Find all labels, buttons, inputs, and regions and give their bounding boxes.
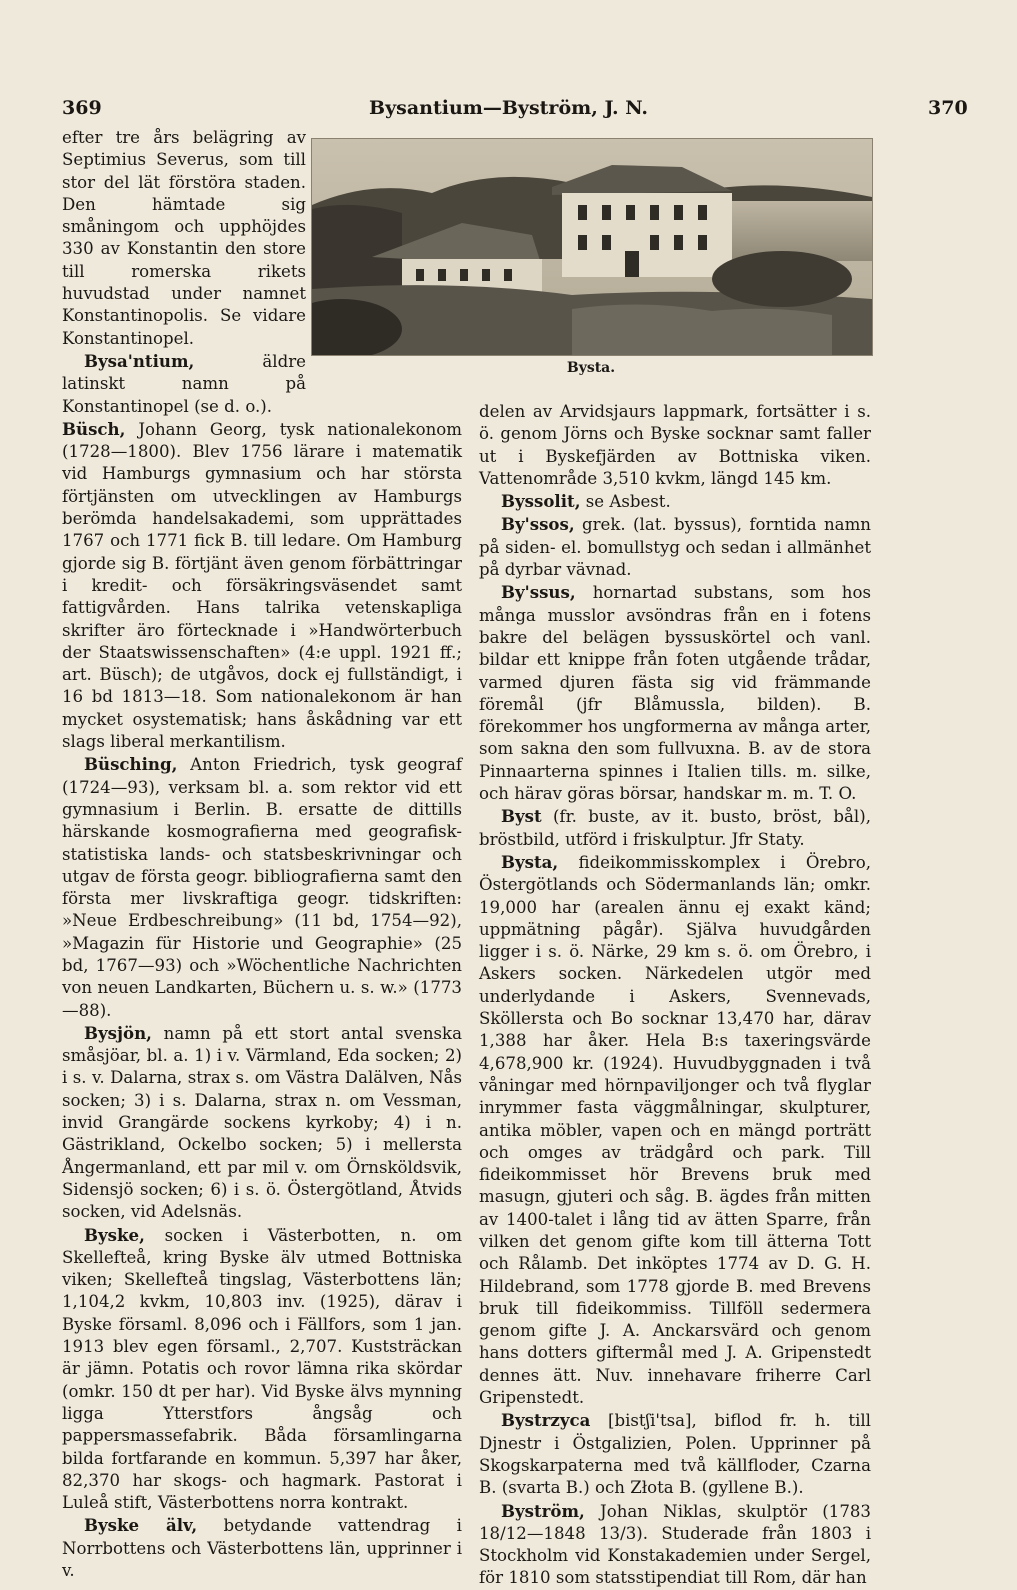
entry-bystrzyca	[479, 1409, 871, 1499]
entry-byske	[62, 1224, 462, 1515]
entry-headword: Bystrzyca	[501, 1410, 591, 1431]
entry-text: efter tre års belägring av Septimius Severus, som till stor del lät förstöra staden. Den hämtade sig småningom och upphöjdes 330 av Konstantin den store till romerska rikets huvudstad under namnet Konstantinopolis. Se vidare Konstantinopel.	[62, 128, 306, 348]
entry-text: se Asbest.	[580, 492, 671, 512]
entry-headword: By'ssus,	[501, 582, 576, 603]
entry-bysantium	[62, 350, 306, 418]
entry-text: namn på ett stort antal svenska småsjöar, bl. a. 1) i v. Värmland, Eda socken; 2) i s. v. Dalarna, strax s. om Västra Dalälven, Nås socken; 3) i s. Dalarna, strax n. om Vessman, invid Grangärde sockens kyrkoby; 4) i n. Gästrikland, Ockelbo socken; 5) i mellersta Ångermanland, ett par mil v. om Örnsköldsvik, Sidensjö socken; 6) i s. ö. Östergötland, Åtvids socken, vid Adelsnäs.	[62, 1023, 462, 1222]
entry-headword: Byst	[501, 806, 542, 827]
entry-byssos	[479, 513, 871, 581]
entry-busch	[62, 418, 462, 753]
entry-headword: Byström,	[501, 1500, 585, 1521]
entry-text: betydande vattendrag i Norrbottens och Västerbottens län, upprinner i v.	[62, 1516, 462, 1580]
running-head: Bysantium—Byström, J. N.	[369, 97, 648, 119]
entry-headword: Bysa'ntium,	[84, 350, 195, 371]
entry-headword: Byssolit,	[501, 491, 581, 512]
page-number-right: 370	[928, 97, 968, 119]
photo-caption: Bysta.	[566, 360, 616, 376]
entry-byssus	[479, 581, 871, 805]
entry-busching	[62, 753, 462, 1022]
entry-text: (fr. buste, av it. busto, bröst, bål), bröstbild, utförd i friskulptur. Jfr Staty.	[479, 807, 871, 849]
entry-headword: Büsching,	[84, 754, 178, 775]
entry-byssolit	[479, 490, 871, 513]
entry-byske-alv	[62, 1514, 462, 1582]
entry-text: socken i Västerbotten, n. om Skellefteå, kring Byske älv utmed Bottniska viken; Skellefteå tingslag, Västerbottens län; 1,104,2 kvkm, 10,803 inv. (1925), därav i Byske församl. 8,096 och i Fällfors, som 1 jan. 1913 blev egen församl., 2,707. Kuststräckan är jämn. Potatis och rovor lämna rika skördar (omkr. 150 dt per har). Vid Byske älvs mynning ligga Ytterstfors ångsåg och pappersmassefabrik. Båda församlingarna bilda fortfarande en kommun. 5,397 har åker, 82,370 har skogs- och hagmark. Pastorat i Luleå stift, Västerbottens norra kontrakt.	[62, 1225, 462, 1513]
column-left	[62, 127, 462, 1582]
entry-continuation	[479, 401, 871, 490]
narrow-block	[62, 127, 306, 418]
entry-text: fideikommisskomplex i Örebro, Östergötlands och Södermanlands län; omkr. 19,000 har (arealen ännu ej exakt känd; uppmätning pågår). Själva huvudgården ligger i s. ö. Närke, 29 km s. ö. om Örebro, i Askers socken. Närkedelen utgör med underlydande i Askers, Svennevads, Sköllersta och Bo socknar 13,470 har, därav 1,388 har åker. Hela B:s taxeringsvärde 4,678,900 kr. (1924). Huvudbyggnaden i två våningar med hörnpaviljonger och två flyglar inrymmer fasta väggmålningar, skulpturer, antika möbler, vapen och en mängd porträtt och omges av trädgård och park. Till fideikommisset hör Brevens bruk med masugn, gjuteri och såg. B. ägdes från mitten av 1400-talet i lång tid av ätten Sparre, från vilken det genom gifte kom till ätterna Tott och Rålamb. Det inköptes 1774 av D. G. H. Hildebrand, som 1778 gjorde B. med Brevens bruk till fideikommiss. Tillföll sedermera genom gifte J. A. Anckarsvärd och genom hans dotters giftermål med J. A. Gripenstedt dennes ätt. Nuv. innehavare friherre Carl Gripenstedt.	[479, 852, 871, 1408]
column-right	[479, 401, 871, 1590]
entry-bystrom	[479, 1500, 871, 1590]
page-number-left: 369	[62, 97, 102, 119]
entry-byst	[479, 805, 871, 851]
entry-text: grek. (lat. byssus), forntida namn på siden- el. bomullstyg och sedan i allmänhet på dyrbar vävnad.	[479, 515, 871, 580]
entry-continuation	[62, 127, 306, 350]
entry-headword: Bysta,	[501, 851, 559, 872]
entry-text: hornartad substans, som hos många musslor avsöndras från en i fotens bakre del belägen byssuskörtel och vanl. bildar ett knippe från foten utgående trådar, varmed djuren fästa sig vid främmande föremål (jfr Blåmussla, bilden). B. förekommer hos ungformerna av många arter, som sakna den som fullvuxna. B. av de stora Pinnaarterna spinnes i Italien tills. m. silke, och härav göras börsar, handskar m. m. T. O.	[479, 583, 871, 804]
entry-bysjon	[62, 1022, 462, 1224]
entry-bysta	[479, 851, 871, 1409]
entry-text: delen av Arvidsjaurs lappmark, fortsätter i s. ö. genom Jörns och Byske socknar samt faller ut i Byskefjärden av Bottniska viken. Vattenområde 3,510 kvkm, längd 145 km.	[479, 402, 871, 488]
entry-text: Johann Georg, tysk nationalekonom (1728—1800). Blev 1756 lärare i matematik vid Hamburgs gymnasium och har största förtjänsten om utvecklingen av Hamburgs berömda handelsakademi, som upprättades 1767 och 1771 fick B. till ledare. Om Hamburg gjorde sig B. förtjänt även genom förbättringar i kredit- och försäkringsväsendet samt fattigvården. Hans talrika vetenskapliga skrifter äro förtecknade i »Handwörterbuch der Staatswissenschaften» (4:e uppl. 1921 ff.; art. Büsch); de utgåvos, dock ej fullständigt, i 16 bd 1813—18. Som nationalekonom är han mycket osystematisk; hans åskådning var ett slags liberal merkantilism.	[62, 419, 462, 752]
entry-headword: Bysjön,	[84, 1022, 152, 1043]
entry-headword: Büsch,	[62, 418, 126, 439]
entry-headword: Byske älv,	[84, 1515, 198, 1536]
entry-text: Johan Niklas, skulptör (1783 18/12—1848 13/3). Studerade från 1803 i Stockholm vid Konstakademien under Sergel, för 1810 som statsstipendiat till Rom, där han	[479, 1501, 871, 1588]
entry-text: Anton Friedrich, tysk geograf (1724—93), verksam bl. a. som rektor vid ett gymnasium i Berlin. B. ersatte de dittills härskande kosmografierna med geografisk-statistiska lands- och statsbeskrivningar och utgav de första geogr. bibliografierna samt den första mer livskraftiga geogr. tidskriften: »Neue Erdbeschreibung» (11 bd, 1754—92), »Magazin für Historie und Geographie» (25 bd, 1767—93) och »Wöchentliche Nachrichten von neuen Landkarten, Büchern u. s. w.» (1773—88).	[62, 755, 462, 1020]
entry-text: [bistʃi'tsa], biflod fr. h. till Djnestr i Östgalizien, Polen. Upprinner på Skogskarpaterna med två källfloder, Czarna B. (svarta B.) och Złota B. (gyllene B.).	[479, 1411, 871, 1498]
entry-headword: Byske,	[84, 1224, 145, 1245]
entry-text: äldre latinskt namn på Konstantinopel (se d. o.).	[62, 351, 306, 416]
entry-headword: By'ssos,	[501, 514, 575, 535]
